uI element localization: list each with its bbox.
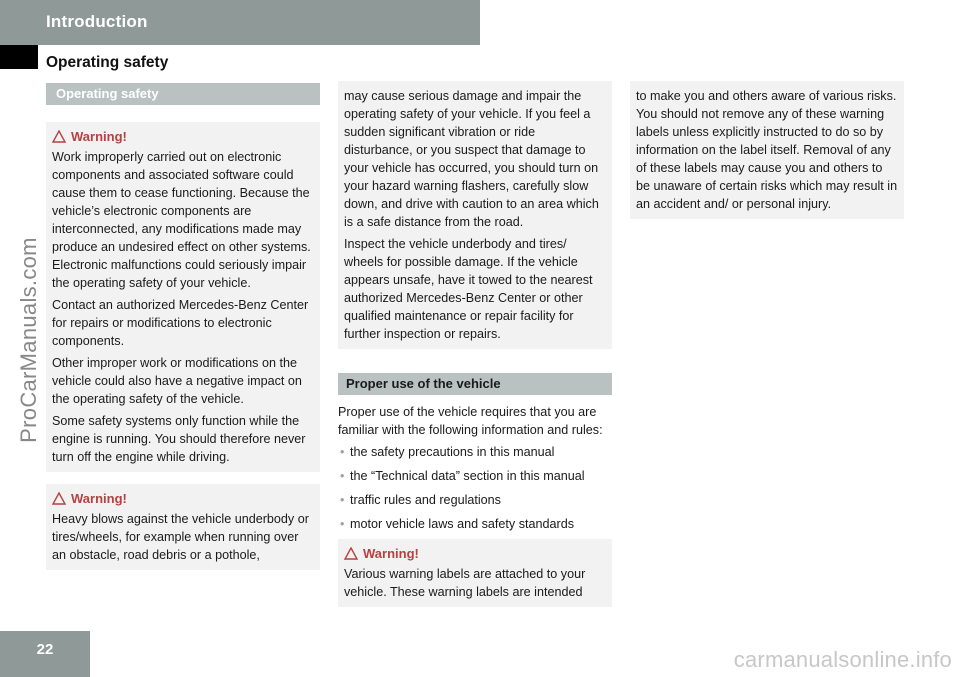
page-number: 22 <box>0 631 90 677</box>
warning-box-2 <box>46 484 320 570</box>
warning-paragraph: Heavy blows against the vehicle underbody or tires/wheels, for example when running over an obstacle, road debris or a pothole, <box>52 512 309 562</box>
warning-box-3-continued <box>630 81 904 219</box>
warning-paragraph: Inspect the vehicle underbody and tires/ wheels for possible damage. If the vehicle appears unsafe, have it towed to the nearest authorized Mercedes-Benz Center or other qualified maintenance or repair facility for further inspection or repairs. <box>344 237 593 341</box>
warning-heading: Warning! <box>52 128 314 146</box>
warning-heading: Warning! <box>344 545 606 563</box>
chapter-title: Introduction <box>46 12 148 31</box>
column-1 <box>46 83 320 570</box>
intro-paragraph: Proper use of the vehicle requires that you are familiar with the following information and rules: <box>338 405 603 437</box>
warning-triangle-icon <box>344 547 358 560</box>
warning-paragraph: Various warning labels are attached to your vehicle. These warning labels are intended <box>344 567 586 599</box>
list-item: • traffic rules and regulations <box>340 493 501 507</box>
bottom-watermark: carmanualsonline.info <box>733 647 952 672</box>
section-band-operating-safety: Operating safety <box>46 83 320 105</box>
warning-box-1-continued <box>338 81 612 349</box>
warning-paragraph: Contact an authorized Mercedes-Benz Center for repairs or modifications to electronic components. <box>52 298 309 348</box>
chapter-tab <box>0 0 480 45</box>
corner-marker <box>0 45 38 69</box>
list-item: • motor vehicle laws and safety standards <box>340 517 575 531</box>
list-item: • the “Technical data” section in this manual <box>340 469 585 483</box>
warning-paragraph: to make you and others aware of various risks. You should not remove any of these warning labels unless explicitly instructed to do so by information on the label itself. Removal of any of these labels may cause you and others to be unaware of certain risks which may result in an accident and/ or personal injury. <box>636 89 898 211</box>
warning-box-3 <box>338 539 612 607</box>
proper-use-body <box>338 403 612 533</box>
warning-paragraph: Work improperly carried out on electronic components and associated software could cause them to cease functioning. Because the vehicle’s electronic components are interconnected, any modifications made may produce an undesired effect on other systems. Electronic malfunctions could seriously impair the operating safety of your vehicle. <box>52 150 311 290</box>
warning-paragraph: may cause serious damage and impair the operating safety of your vehicle. If you feel a sudden significant vibration or ride disturbance, or you suspect that damage to your vehicle has occurred, you should turn on your hazard warning flashers, carefully slow down, and drive with caution to an area which is a safe distance from the road. <box>344 89 599 229</box>
warning-paragraph: Some safety systems only function while the engine is running. You should therefore never turn off the engine while driving. <box>52 414 306 464</box>
column-2 <box>338 81 612 607</box>
warning-triangle-icon <box>52 492 66 505</box>
warning-box-1 <box>46 122 320 472</box>
rules-list <box>338 443 612 533</box>
column-3 <box>630 81 904 219</box>
list-item: • the safety precautions in this manual <box>340 445 555 459</box>
side-watermark: ProCarManuals.com <box>16 237 41 443</box>
warning-heading: Warning! <box>52 490 314 508</box>
section-band-proper-use: Proper use of the vehicle <box>338 373 612 395</box>
warning-triangle-icon <box>52 130 66 143</box>
section-title: Operating safety <box>46 54 169 71</box>
warning-paragraph: Other improper work or modifications on the vehicle could also have a negative impact on the operating safety of the vehicle. <box>52 356 302 406</box>
